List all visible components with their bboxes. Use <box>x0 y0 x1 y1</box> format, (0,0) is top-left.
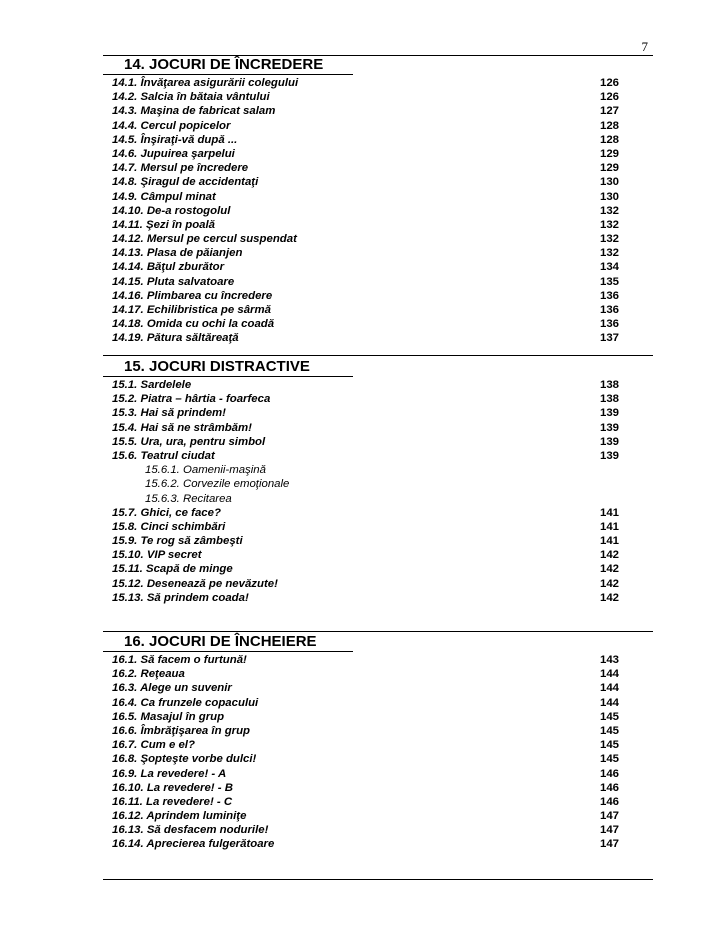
toc-entry <box>103 506 653 520</box>
toc-entry-page: 139 <box>600 449 620 462</box>
toc-entry-label: 14.18. Omida cu ochi la coadă <box>112 318 275 331</box>
toc-entry-page: 144 <box>600 696 620 709</box>
toc-entry-page: 136 <box>600 304 620 316</box>
toc-entry-label: 16.1. Să facem o furtună! <box>112 654 247 666</box>
toc-entry <box>103 406 653 420</box>
toc-entry-page: 130 <box>600 190 620 203</box>
toc-entry-page: 145 <box>600 753 620 766</box>
toc-entry-label: 15.12. Desenează pe nevăzute! <box>112 577 278 590</box>
toc-entry-page: 139 <box>600 407 620 420</box>
toc-entry-label: 16.6. Îmbrăţişarea în grup <box>112 724 251 737</box>
toc-entry <box>103 696 653 710</box>
toc-entry-label: 15.13. Să prindem coada! <box>112 591 249 604</box>
toc-entry-label: 16.10. La revedere! - B <box>112 781 233 794</box>
toc-entry-label: 14.8. Şiragul de accidentaţi <box>112 176 259 189</box>
toc-entry-label: 16.8. Şopteşte vorbe dulci! <box>112 753 257 766</box>
toc-entry-page: 141 <box>600 535 620 548</box>
toc-entry <box>103 752 653 766</box>
toc-entry <box>103 275 653 289</box>
toc-entry-page: 142 <box>600 549 620 562</box>
toc-entry <box>103 710 653 724</box>
toc-entry-label: 15.2. Piatra – hârtia - foarfeca <box>112 393 271 406</box>
toc-entry <box>103 133 653 147</box>
toc-entry <box>103 724 653 738</box>
toc-entry-label: 16.7. Cum e el? <box>112 739 195 752</box>
toc-entry-label: 14.10. De-a rostogolul <box>112 204 231 217</box>
toc-entry <box>103 90 653 104</box>
toc-entry-label: 14.9. Câmpul minat <box>112 190 216 203</box>
toc-entry-label: 15.7. Ghici, ce face? <box>112 506 221 519</box>
toc-entry-page: 144 <box>600 668 620 681</box>
toc-entry-page: 143 <box>600 654 620 666</box>
toc-entry-label: 14.19. Pătura săltăreaţă <box>112 332 239 345</box>
toc-entry-page: 139 <box>600 421 620 434</box>
toc-entry-label: 15.1. Sardelele <box>112 379 192 391</box>
toc-entry <box>103 520 653 534</box>
toc-entry-label: 14.2. Salcia în bătaia vântului <box>112 91 270 104</box>
toc-entry <box>103 562 653 576</box>
toc-entry-label: 14.5. Înşiraţi-vă după ... <box>112 133 238 146</box>
toc-entry <box>103 104 653 118</box>
toc-entry-label: 14.15. Pluta salvatoare <box>112 275 235 288</box>
toc-entry <box>103 795 653 809</box>
toc-entry-label: 16.5. Masajul în grup <box>112 710 225 723</box>
toc-entry-page: 127 <box>600 105 620 118</box>
toc-entry-page: 142 <box>600 591 620 604</box>
toc-entry-label: 15.10. VIP secret <box>112 549 202 562</box>
toc-entry <box>103 317 653 331</box>
toc-entry <box>103 175 653 189</box>
toc-entry <box>103 303 653 317</box>
toc-entry-label: 16.2. Reţeaua <box>112 668 185 681</box>
toc-entry-label: 14.4. Cercul popicelor <box>112 119 231 132</box>
section-title: 14. JOCURI DE ÎNCREDERE <box>103 55 353 75</box>
toc-entry-label: 15.11. Scapă de minge <box>112 563 233 576</box>
toc-entry <box>103 147 653 161</box>
toc-entry-page: 144 <box>600 682 620 695</box>
toc-entry-page: 135 <box>600 275 620 288</box>
section-divider <box>103 355 653 356</box>
toc-entry-label: 16.9. La revedere! - A <box>112 767 227 780</box>
toc-entry <box>103 392 653 406</box>
section-trust-games <box>103 55 653 346</box>
toc-entry-page: 128 <box>600 119 620 132</box>
toc-entry <box>103 548 653 562</box>
section-title: 16. JOCURI DE ÎNCHEIERE <box>103 632 353 652</box>
toc-entry <box>103 232 653 246</box>
toc-entry-page: 134 <box>600 261 620 274</box>
toc-entry-page: 138 <box>600 379 620 391</box>
toc-entry-page: 146 <box>600 795 620 808</box>
toc-entry <box>103 591 653 605</box>
toc-entry-page: 128 <box>600 133 620 146</box>
toc-entry-label: 14.11. Şezi în poală <box>112 218 215 231</box>
toc-entry-label: 14.7. Mersul pe încredere <box>112 162 249 175</box>
toc-entry-page: 132 <box>600 218 620 231</box>
toc-entry-label: 15.5. Ura, ura, pentru simbol <box>112 435 266 448</box>
toc-entry-page: 142 <box>600 563 620 576</box>
toc-entry-page: 132 <box>600 233 620 246</box>
footer-rule <box>103 879 653 880</box>
toc-entry-label: 14.16. Plimbarea cu încredere <box>112 289 273 302</box>
toc-entry-page: 142 <box>600 577 620 590</box>
toc-entry <box>103 161 653 175</box>
toc-entry-page: 147 <box>600 824 620 837</box>
toc-entry-page: 136 <box>600 318 620 331</box>
toc-list <box>103 653 653 852</box>
toc-list <box>103 378 653 605</box>
toc-entry <box>103 331 653 345</box>
section-fun-games <box>103 357 653 605</box>
toc-entry-page: 132 <box>600 247 620 260</box>
toc-entry <box>103 809 653 823</box>
toc-entry-page: 141 <box>600 520 620 533</box>
toc-entry <box>103 421 653 435</box>
toc-entry-page: 136 <box>600 289 620 302</box>
section-title: 15. JOCURI DISTRACTIVE <box>103 357 353 377</box>
toc-entry <box>103 781 653 795</box>
toc-entry <box>103 681 653 695</box>
toc-entry <box>103 246 653 260</box>
toc-entry-page: 145 <box>600 739 620 752</box>
toc-entry-label: 15.6.3. Recitarea <box>145 492 232 505</box>
toc-entry <box>103 190 653 204</box>
toc-entry-label: 15.8. Cinci schimbări <box>112 520 226 533</box>
toc-entry-page: 137 <box>600 332 620 345</box>
toc-entry <box>103 289 653 303</box>
toc-entry <box>103 435 653 449</box>
toc-entry-label: 16.14. Aprecierea fulgerătoare <box>112 838 275 851</box>
toc-entry <box>103 204 653 218</box>
toc-entry-label: 15.4. Hai să ne strâmbăm! <box>112 421 252 434</box>
toc-entry-label: 14.6. Jupuirea şarpelui <box>112 147 235 160</box>
toc-list <box>103 76 653 346</box>
toc-entry <box>103 378 653 392</box>
toc-entry <box>103 823 653 837</box>
toc-entry-page: 129 <box>600 147 620 160</box>
toc-entry-page: 139 <box>600 435 620 448</box>
toc-entry-label: 15.6.2. Corvezile emoţionale <box>145 478 290 491</box>
toc-entry <box>103 449 653 463</box>
toc-entry-page: 146 <box>600 767 620 780</box>
toc-entry-page: 126 <box>600 91 620 104</box>
toc-entry-label: 14.12. Mersul pe cercul suspendat <box>112 233 297 246</box>
toc-entry-page: 126 <box>600 77 620 89</box>
toc-entry <box>103 534 653 548</box>
toc-entry-label: 14.17. Echilibristica pe sârmă <box>112 304 271 316</box>
toc-entry <box>103 653 653 667</box>
toc-entry <box>103 76 653 90</box>
toc-entry <box>103 577 653 591</box>
toc-entry-label: 15.6.1. Oamenii-maşină <box>145 464 266 477</box>
toc-entry-page: 129 <box>600 162 620 175</box>
toc-entry-label: 14.3. Maşina de fabricat salam <box>112 105 276 118</box>
toc-subentry <box>103 477 653 491</box>
toc-entry-label: 14.14. Băţul zburător <box>112 261 225 274</box>
toc-entry <box>103 738 653 752</box>
toc-entry-label: 16.11. La revedere! - C <box>112 795 233 808</box>
toc-entry <box>103 767 653 781</box>
toc-entry-label: 15.9. Te rog să zâmbeşti <box>112 535 243 548</box>
toc-entry-label: 14.13. Plasa de păianjen <box>112 247 243 260</box>
toc-entry-label: 16.4. Ca frunzele copacului <box>112 696 259 709</box>
toc-entry-page: 147 <box>600 838 620 851</box>
toc-subentry <box>103 463 653 477</box>
page-number: 7 <box>641 39 648 54</box>
section-closing-games <box>103 632 653 852</box>
toc-entry-label: 16.13. Să desfacem nodurile! <box>112 824 269 837</box>
toc-entry-page: 132 <box>600 204 620 217</box>
toc-entry-label: 15.3. Hai să prindem! <box>112 407 226 420</box>
toc-entry-page: 147 <box>600 810 620 823</box>
toc-entry <box>103 119 653 133</box>
toc-entry-page: 141 <box>600 506 620 519</box>
toc-entry-page: 145 <box>600 724 620 737</box>
toc-entry-label: 16.12. Aprindem luminiţe <box>112 810 247 823</box>
toc-entry <box>103 260 653 274</box>
toc-entry-page: 138 <box>600 393 620 406</box>
toc-subentry <box>103 492 653 506</box>
toc-entry-page: 145 <box>600 710 620 723</box>
toc-entry <box>103 837 653 851</box>
toc-entry <box>103 667 653 681</box>
toc-entry <box>103 218 653 232</box>
toc-entry-label: 16.3. Alege un suvenir <box>112 682 232 695</box>
toc-entry-label: 14.1. Învăţarea asigurării colegului <box>112 77 299 89</box>
toc-entry-label: 15.6. Teatrul ciudat <box>112 449 215 462</box>
toc-entry-page: 130 <box>600 176 620 189</box>
toc-entry-page: 146 <box>600 781 620 794</box>
